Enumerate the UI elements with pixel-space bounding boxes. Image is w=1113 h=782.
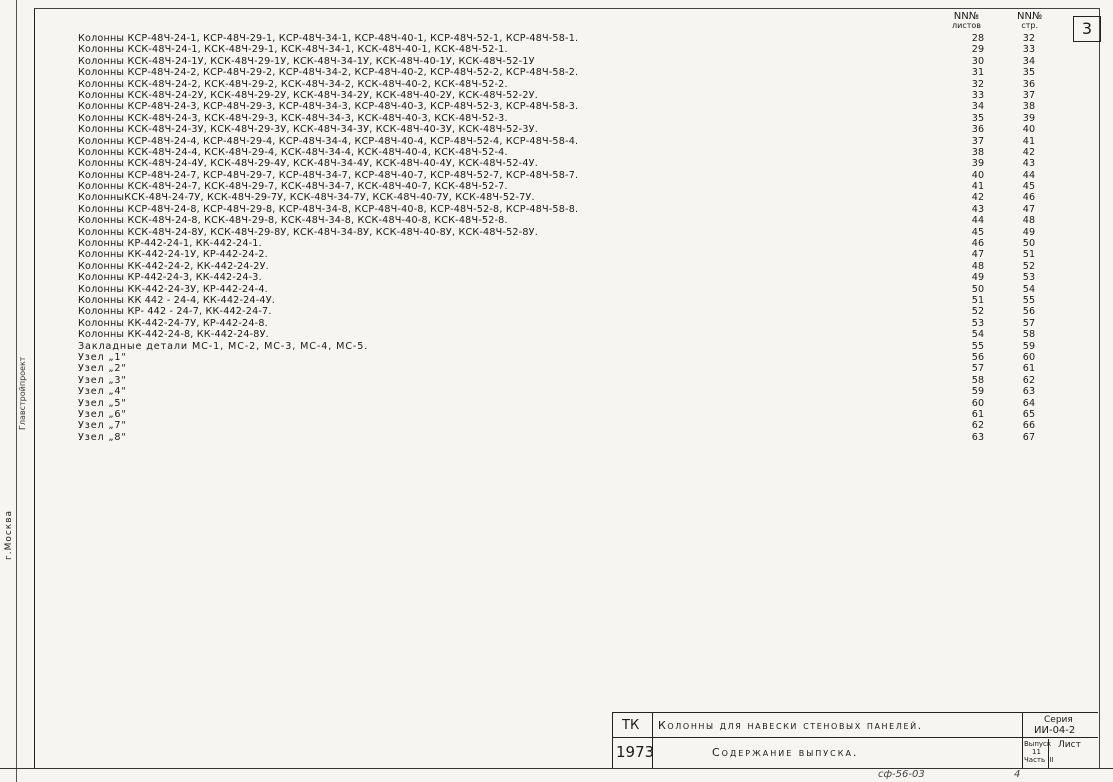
contents-row-title: Колонны КСК-48Ч-24-1У, КСК-48Ч-29-1У, КСК-48Ч-34-1У, КСК-48Ч-40-1У, КСК-48Ч-52-1У [78,55,535,67]
contents-row-sheet: 31 [971,67,985,79]
contents-row-page: 57 [1022,317,1036,329]
contents-row [78,113,1078,124]
contents-row [78,352,1078,363]
contents-row-page: 52 [1022,260,1036,272]
contents-row [78,249,1078,260]
contents-row-page: 48 [1022,215,1036,227]
footer-code: сф-56-03 [878,769,925,780]
part-label: Часть III [1024,756,1054,764]
contents-row-sheet: 46 [971,238,985,250]
contents-row-sheet: 57 [971,363,985,375]
contents-row-page: 40 [1022,124,1036,136]
contents-row [78,318,1078,329]
series-label: Серия [1044,715,1073,725]
pages-header-nn: NN№ [1017,11,1043,22]
contents-row-page: 55 [1022,294,1036,306]
contents-row-sheet: 54 [971,329,985,341]
contents-row-sheet: 60 [971,397,985,409]
sheet-label: Лист [1058,740,1081,750]
contents-row-sheet: 62 [971,420,985,432]
contents-row [78,147,1078,158]
contents-row-title: Узел „8" [78,431,127,443]
contents-row [78,44,1078,55]
contents-row-title: Колонны КСК-48Ч-24-8, КСК-48Ч-29-8, КСК-48Ч-34-8, КСК-48Ч-40-8, КСК-48Ч-52-8. [78,215,508,227]
contents-row-title: Колонны КСР-48Ч-24-8, КСР-48Ч-29-8, КСР-48Ч-34-8, КСР-48Ч-40-8, КСР-48Ч-52-8, КСР-48Ч-58-8. [78,203,579,215]
contents-list [78,33,1078,443]
contents-row-title: Колонны КСК-48Ч-24-8У, КСК-48Ч-29-8У, КСК-48Ч-34-8У, КСК-48Ч-40-8У, КСК-48Ч-52-8У. [78,226,538,238]
contents-row-page: 50 [1022,238,1036,250]
margin-divider [16,0,17,782]
contents-row-title: Колонны КК-442-24-1У, КР-442-24-2. [78,249,268,261]
contents-row [78,409,1078,420]
contents-row-sheet: 35 [971,112,985,124]
contents-row-page: 47 [1022,203,1036,215]
contents-row-page: 64 [1022,397,1036,409]
contents-row-title: Узел „2" [78,363,127,375]
contents-row-page: 53 [1022,272,1036,284]
contents-row-title: Узел „6" [78,408,127,420]
contents-row-sheet: 45 [971,226,985,238]
contents-row-title: Колонны КР-442-24-1, КК-442-24-1. [78,238,262,250]
contents-row-title: Колонны КСР-48Ч-24-7, КСР-48Ч-29-7, КСР-48Ч-34-7, КСР-48Ч-40-7, КСР-48Ч-52-7, КСР-48Ч-58-7. [78,169,579,181]
contents-row-title: Колонны КК-442-24-8, КК-442-24-8У. [78,329,269,341]
contents-row [78,181,1078,192]
contents-row-title: Колонны КК-442-24-2, КК-442-24-2У. [78,260,269,272]
contents-row-page: 65 [1022,408,1036,420]
contents-row-sheet: 53 [971,317,985,329]
contents-row-title: Колонны КСК-48Ч-24-2У, КСК-48Ч-29-2У, КСК-48Ч-34-2У, КСК-48Ч-40-2У, КСК-48Ч-52-2У. [78,89,538,101]
contents-row-page: 49 [1022,226,1036,238]
contents-row [78,79,1078,90]
contents-row [78,261,1078,272]
contents-row [78,329,1078,340]
contents-row-sheet: 34 [971,101,985,113]
contents-row [78,56,1078,67]
contents-row-page: 38 [1022,101,1036,113]
contents-row-sheet: 40 [971,169,985,181]
contents-row-sheet: 37 [971,135,985,147]
contents-row-page: 45 [1022,181,1036,193]
contents-row-sheet: 32 [971,78,985,90]
issue-label: Выпуск [1024,740,1052,748]
contents-row-title: Узел „1" [78,351,127,363]
contents-row-sheet: 48 [971,260,985,272]
contents-row-title: Колонны КСР-48Ч-24-4, КСР-48Ч-29-4, КСР-48Ч-34-4, КСР-48Ч-40-4, КСР-48Ч-52-4, КСР-48Ч-58-4. [78,135,579,147]
contents-row [78,67,1078,78]
contents-row-sheet: 63 [971,431,985,443]
title-block-code: ТК [622,718,640,733]
contents-row-page: 58 [1022,329,1036,341]
contents-row-title: Колонны КСК-48Ч-24-4У, КСК-48Ч-29-4У, КСК-48Ч-34-4У, КСК-48Ч-40-4У, КСК-48Ч-52-4У. [78,158,538,170]
contents-row-sheet: 33 [971,89,985,101]
contents-row-title: Колонны КСК-48Ч-24-3, КСК-48Ч-29-3, КСК-48Ч-34-3, КСК-48Ч-40-3, КСК-48Ч-52-3. [78,112,508,124]
contents-row-page: 66 [1022,420,1036,432]
contents-row [78,386,1078,397]
pages-header-label: стр. [1021,21,1039,30]
contents-row-sheet: 42 [971,192,985,204]
contents-row-title: Узел „7" [78,420,127,432]
contents-row [78,101,1078,112]
pages-column-header [1017,12,1042,30]
title-block-subtitle: Содержание выпуска. [712,746,859,759]
contents-row [78,272,1078,283]
contents-row [78,306,1078,317]
contents-row-sheet: 44 [971,215,985,227]
contents-row [78,341,1078,352]
title-block-title: Колонны для навески стеновых панелей. [658,719,923,732]
series-value: ИИ-04-2 [1034,725,1076,736]
contents-row-page: 62 [1022,374,1036,386]
contents-row-title: Колонны КСР-48Ч-24-2, КСР-48Ч-29-2, КСР-48Ч-34-2, КСР-48Ч-40-2, КСР-48Ч-52-2, КСР-48Ч-58-2. [78,67,579,79]
footer-number: 4 [1014,769,1021,780]
margin-org: Главстройпроект [18,356,27,430]
contents-row-title: Колонны КСК-48Ч-24-2, КСК-48Ч-29-2, КСК-48Ч-34-2, КСК-48Ч-40-2, КСК-48Ч-52-2. [78,78,508,90]
contents-row-page: 67 [1022,431,1036,443]
sheets-header-label: листов [952,21,981,30]
contents-row-page: 41 [1022,135,1036,147]
contents-row [78,284,1078,295]
contents-row-title: Узел „5" [78,397,127,409]
sheets-header-nn: NN№ [953,11,980,22]
contents-row-title: Колонны КК-442-24-7У, КР-442-24-8. [78,317,268,329]
contents-row-title: Колонны КР- 442 - 24-7, КК-442-24-7. [78,306,272,318]
contents-row-title: Узел „4" [78,386,127,398]
contents-row-page: 60 [1022,351,1036,363]
contents-row-sheet: 28 [971,33,985,44]
contents-row-page: 44 [1022,169,1036,181]
contents-row-sheet: 41 [971,181,985,193]
contents-row-sheet: 47 [971,249,985,261]
contents-row-sheet: 38 [971,146,985,158]
contents-row [78,158,1078,169]
contents-row-title: Колонны КК-442-24-3У, КР-442-24-4. [78,283,268,295]
contents-row-page: 54 [1022,283,1036,295]
contents-row [78,204,1078,215]
contents-row [78,398,1078,409]
contents-row [78,192,1078,203]
contents-row-page: 46 [1022,192,1036,204]
contents-row-title: КолонныКСК-48Ч-24-7У, КСК-48Ч-29-7У, КСК-48Ч-34-7У, КСК-48Ч-40-7У, КСК-48Ч-52-7У. [78,192,535,204]
contents-row-page: 34 [1022,55,1036,67]
contents-row-page: 43 [1022,158,1036,170]
contents-row-page: 35 [1022,67,1036,79]
contents-row-sheet: 58 [971,374,985,386]
contents-row-title: Колонны КСК-48Ч-24-7, КСК-48Ч-29-7, КСК-48Ч-34-7, КСК-48Ч-40-7, КСК-48Ч-52-7. [78,181,508,193]
contents-row-sheet: 52 [971,306,985,318]
contents-row-sheet: 61 [971,408,985,420]
contents-row-sheet: 36 [971,124,985,136]
contents-row-sheet: 55 [971,340,985,352]
contents-row-page: 32 [1022,33,1036,44]
contents-row-page: 61 [1022,363,1036,375]
contents-row-sheet: 50 [971,283,985,295]
contents-row-sheet: 59 [971,386,985,398]
contents-row [78,170,1078,181]
contents-row [78,432,1078,443]
contents-row-title: Колонны КСР-48Ч-24-1, КСР-48Ч-29-1, КСР-48Ч-34-1, КСР-48Ч-40-1, КСР-48Ч-52-1, КСР-48Ч-58-1. [78,33,579,44]
contents-row-title: Узел „3" [78,374,127,386]
issue-value: 11 [1032,748,1041,756]
sheets-column-header [952,12,981,30]
contents-row [78,295,1078,306]
contents-row [78,238,1078,249]
contents-row-title: Колонны КК 442 - 24-4, КК-442-24-4У. [78,294,275,306]
contents-row-title: Колонны КР-442-24-3, КК-442-24-3. [78,272,262,284]
title-block-year: 1973 [616,743,655,761]
title-block [612,712,1098,769]
page-number: 3 [1073,16,1101,42]
contents-row-page: 33 [1022,44,1036,56]
contents-row-page: 63 [1022,386,1036,398]
contents-row-title: Колонны КСР-48Ч-24-3, КСР-48Ч-29-3, КСР-48Ч-34-3, КСР-48Ч-40-3, КСР-48Ч-52-3, КСР-48Ч-58-3. [78,101,579,113]
contents-row-title: Закладные детали МС-1, МС-2, МС-3, МС-4, МС-5. [78,340,369,352]
contents-row [78,136,1078,147]
contents-row [78,375,1078,386]
contents-row-page: 42 [1022,146,1036,158]
contents-row [78,33,1078,44]
contents-row-title: Колонны КСК-48Ч-24-3У, КСК-48Ч-29-3У, КСК-48Ч-34-3У, КСК-48Ч-40-3У, КСК-48Ч-52-3У. [78,124,538,136]
contents-row-page: 59 [1022,340,1036,352]
bottom-border [0,768,1113,769]
contents-row-sheet: 30 [971,55,985,67]
contents-row-sheet: 51 [971,294,985,306]
contents-row-sheet: 39 [971,158,985,170]
contents-row [78,90,1078,101]
contents-row-sheet: 43 [971,203,985,215]
contents-row [78,124,1078,135]
contents-row-page: 36 [1022,78,1036,90]
contents-row [78,420,1078,431]
contents-row [78,215,1078,226]
contents-row-title: Колонны КСК-48Ч-24-4, КСК-48Ч-29-4, КСК-48Ч-34-4, КСК-48Ч-40-4, КСК-48Ч-52-4. [78,146,508,158]
contents-row-sheet: 56 [971,351,985,363]
contents-row-page: 39 [1022,112,1036,124]
contents-row-sheet: 29 [971,44,985,56]
margin-city: г.Москва [4,509,14,560]
contents-row-title: Колонны КСК-48Ч-24-1, КСК-48Ч-29-1, КСК-48Ч-34-1, КСК-48Ч-40-1, КСК-48Ч-52-1. [78,44,508,56]
contents-row-page: 51 [1022,249,1036,261]
binding-margin [0,0,34,782]
contents-row-sheet: 49 [971,272,985,284]
contents-row-page: 37 [1022,89,1036,101]
contents-row-page: 56 [1022,306,1036,318]
contents-row [78,227,1078,238]
contents-row [78,363,1078,374]
